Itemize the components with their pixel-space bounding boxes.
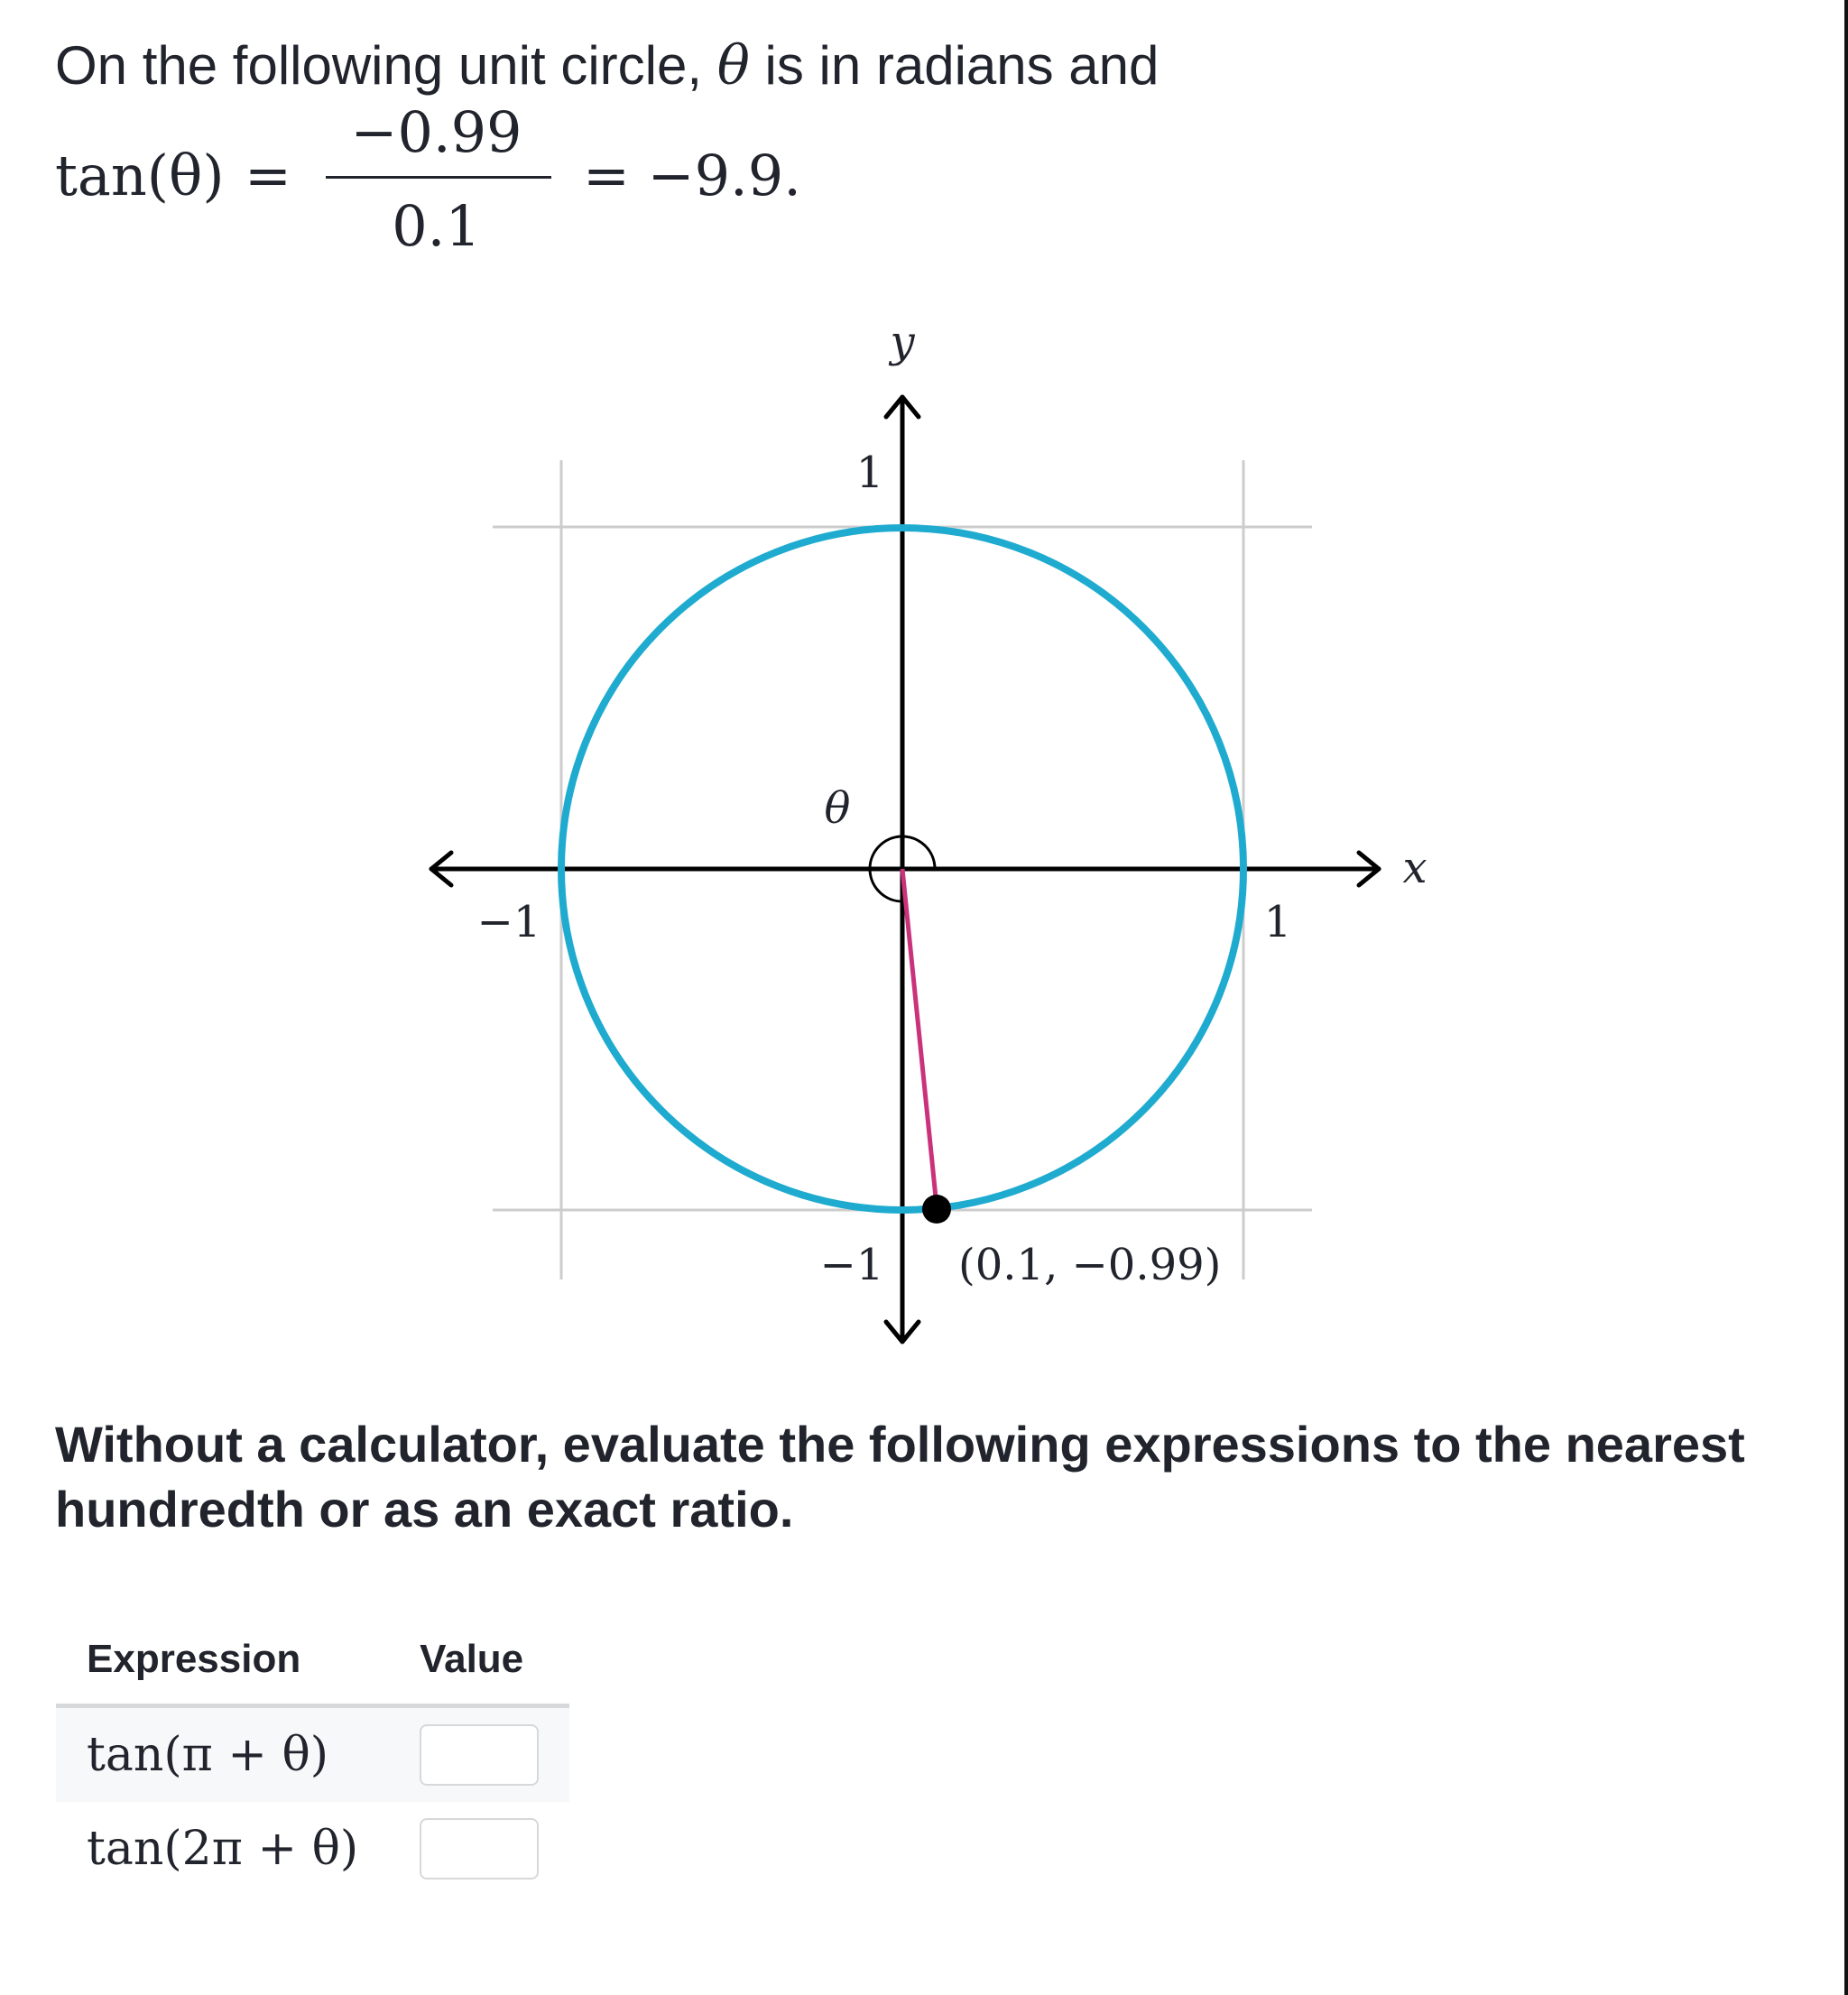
value-cell	[389, 1802, 569, 1896]
x-axis-label: x	[1402, 843, 1428, 893]
tick-label-y-pos1: 1	[855, 448, 884, 498]
answer-input-tan-pi-plus-theta[interactable]	[420, 1724, 539, 1786]
equation-lhs: tan(θ)	[55, 143, 225, 208]
prompt-text-start: On the following unit circle,	[55, 35, 717, 96]
table-header-row	[56, 1615, 569, 1706]
answer-table	[56, 1615, 569, 1896]
fraction-numerator: −0.99	[350, 99, 522, 165]
table-row	[56, 1802, 569, 1896]
angle-theta-label: θ	[824, 783, 851, 834]
tick-label-x-neg1: −1	[476, 897, 541, 947]
expression-cell: tan(2π + θ)	[87, 1822, 359, 1876]
point-coordinate-label: (0.1, −0.99)	[958, 1240, 1222, 1290]
equation-rhs: = −9.9.	[583, 143, 801, 208]
y-axis-label: y	[890, 317, 915, 367]
prompt-theta: θ	[716, 34, 750, 97]
tick-label-x-pos1: 1	[1263, 897, 1292, 947]
fraction-denominator: 0.1	[392, 193, 481, 259]
column-header-expression: Expression	[56, 1615, 389, 1706]
terminal-point	[922, 1195, 951, 1224]
equation-equals: =	[245, 143, 291, 208]
value-cell	[389, 1706, 569, 1803]
table-row	[56, 1706, 569, 1803]
answer-input-tan-2pi-plus-theta[interactable]	[420, 1818, 539, 1880]
terminal-ray	[902, 869, 937, 1206]
prompt-text-end: is in radians and	[749, 35, 1160, 96]
column-header-value: Value	[389, 1615, 569, 1706]
expression-cell: tan(π + θ)	[56, 1706, 389, 1803]
instruction-text: Without a calculator, evaluate the following expressions to the nearest hundredth or as an exact ratio.	[55, 1416, 1745, 1538]
tick-label-y-neg1: −1	[819, 1240, 884, 1290]
